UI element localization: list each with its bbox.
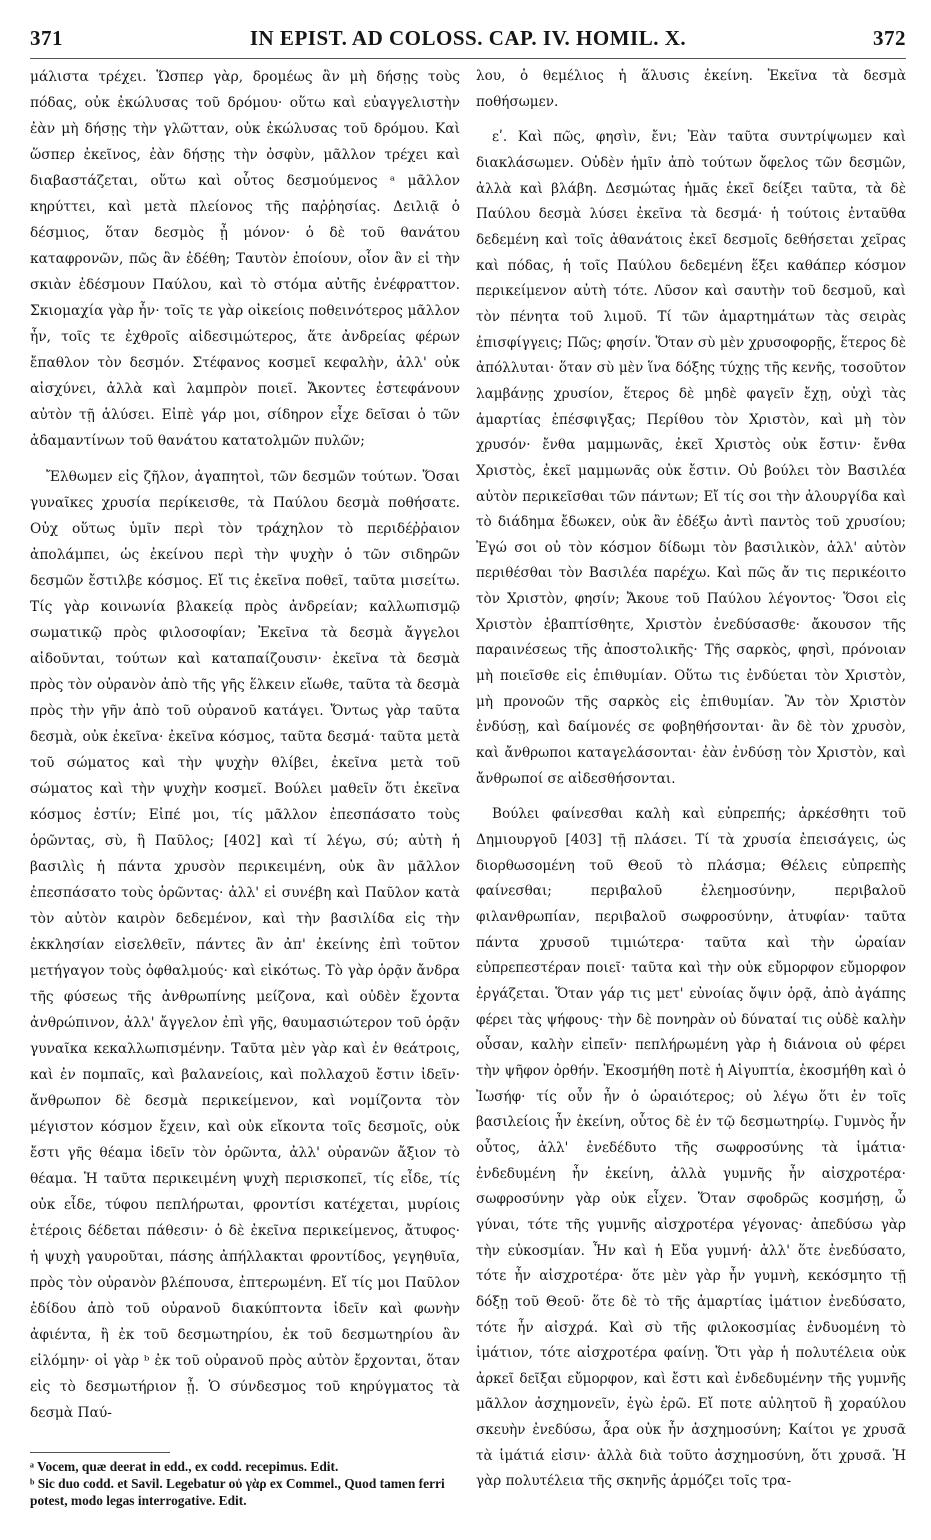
footnote-rule bbox=[30, 1452, 170, 1453]
page-number-right: 372 bbox=[873, 26, 906, 50]
left-paragraph-2: Ἔλθωμεν εἰς ζῆλον, ἀγαπητοὶ, τῶν δεσμῶν τούτων. Ὅσαι γυναῖκες χρυσία περίκεισθε, τὰ Παύλου δεσμὰ ποθήσατε. Οὐχ οὕτως ὑμῖν περὶ τὸν τράχηλον τὸ περιδέῤῥαιον ἀπολάμπει, ὡς ἐκείνου περὶ τὴν ψυχὴν ὁ τῶν σιδηρῶν δεσμῶν ἔστιλβε κόσμος. Εἴ τις ἐκεῖνα ποθεῖ, ταῦτα μισείτω. Τίς γὰρ κοινωνία βλακείᾳ πρὸς ἀνδρείαν; καλλωπισμῷ σωματικῷ πρὸς φιλοσοφίαν; Ἐκεῖνα τὰ δεσμὰ ἄγγελοι αἰδοῦνται, τούτων καὶ καταπαίζουσιν· ἐκεῖνα τὰ δεσμὰ πρὸς τὸν οὐρανὸν ἀπὸ τῆς γῆς ἕλκειν εἴωθε, ταῦτα τὰ δεσμὰ πρὸς τὴν γῆν ἀπὸ τοῦ οὐρανοῦ κατάγει. Ὄντως γὰρ ταῦτα δεσμὰ, οὐκ ἐκεῖνα· ἐκεῖνα κόσμος, ταῦτα δεσμά· ταῦτα μετὰ τοῦ σώματος καὶ τὴν ψυχὴν θλίβει, ἐκεῖνα μετὰ τοῦ σώματος καὶ τὴν ψυχὴν κοσμεῖ. Βούλει μαθεῖν ὅτι ἐκεῖνα κόσμος ἐστίν; Εἰπέ μοι, τίς μᾶλλον ἐπεσπάσατο τοὺς ὁρῶντας, σὺ, ἢ Παῦλος; [402] καὶ τί λέγω, σύ; αὐτὴ ἡ βασιλὶς ἡ πάντα χρυσὸν περικειμένη, οὐκ ἂν μᾶλλον ἐπεσπάσατο τοὺς ὁρῶντας· ἀλλ' εἰ συνέβη καὶ Παῦλον κατὰ τὸν αὐτὸν καιρὸν δεδεμένον, καὶ τὴν βασιλίδα εἰς τὴν ἐκκλησίαν εἰσελθεῖν, πάντες ἂν ἀπ' ἐκείνης ἐπὶ τοῦτον μετήγαγον τοὺς ὀφθαλμούς· καὶ εἰκότως. Τὸ γὰρ ὁρᾷν ἄνδρα τῆς φύσεως τῆς ἀνθρωπίνης μείζονα, καὶ οὐδὲν ἔχοντα ἀνθρώπινον, ἀλλ' ἄγγελον ἐπὶ γῆς, θαυμασιώτερον τοῦ ὁρᾷν γυναῖκα κεκαλλωπισμένην. Ταῦτα μὲν γὰρ καὶ ἐν θεάτροις, καὶ ἐν πομπαῖς, καὶ βαλανείοις, καὶ πολλαχοῦ ἔστιν ἰδεῖν· ἄνθρωπον δὲ δεσμὰ περικείμενον, καὶ νομίζοντα τὸν μέγιστον κόσμον ἔχειν, καὶ οὐκ εἴκοντα τοῖς δεσμοῖς, οὐκ ἔστι γῆς θέαμα ἰδεῖν τὸν ὁρῶντα, ἀλλ' οὐρανῶν ἄξιον τὸ θέαμα. Ἡ ταῦτα περικειμένη ψυχὴ περισκοπεῖ, τίς εἶδε, τίς οὐκ εἶδε, τύφου πεπλήρωται, φροντίσι κατέχεται, μυρίοις ἑτέροις δέδεται πάθεσιν· ὁ δὲ ἐκεῖνα περικείμενος, ἄτυφος· ἡ ψυχὴ γαυροῦται, πάσης ἀπήλλακται φροντίδος, γεγηθυῖα, πρὸς τὸν οὐρανὸν βλέπουσα, ἐπτερωμένη. Εἴ τίς μοι Παῦλον ἐδίδου ἀπὸ τοῦ οὐρανοῦ διακύπτοντα ἰδεῖν καὶ φωνὴν ἀφιέντα, ἢ ἐκ τοῦ δεσμωτηρίου, ἐκ τοῦ δεσμωτηρίου ἂν εἱλόμην· οἱ γὰρ ᵇ ἐκ τοῦ οὐρανοῦ πρὸς αὐτὸν ἔρχονται, ὅταν εἰς τὸ δεσμωτήριον ᾖ. Ὁ σύνδεσμος τοῦ κηρύγματος τὰ δεσμὰ Παύ- bbox=[30, 469, 460, 1421]
running-header bbox=[30, 26, 906, 54]
page-number-left: 371 bbox=[30, 26, 63, 50]
footnote-b: ᵇ Sic duo codd. et Savil. Legebatur οὐ γὰρ ex Commel., Quod tamen ferri potest, modo legas interrogative. Edit. bbox=[30, 1476, 445, 1508]
header-rule bbox=[30, 58, 906, 59]
right-column bbox=[476, 64, 906, 1524]
right-paragraph-2: εʹ. Καὶ πῶς, φησὶν, ἔνι; Ἐὰν ταῦτα συντρίψωμεν καὶ διακλάσωμεν. Οὐδὲν ἡμῖν ἀπὸ τούτων ὄφελος τῶν δεσμῶν, ἀλλὰ καὶ βλάβη. Δεσμώτας ἡμᾶς ἐκεῖ δείξει ταῦτα, τὰ δὲ Παύλου δεσμὰ λύσει ἐκεῖνα τὰ δεσμά· ἡ τούτοις ἐνταῦθα δεδεμένη καὶ τοῖς ἀθανάτοις ἐκεῖ δεσμοῖς δεθήσεται χεῖρας καὶ πόδας, ἡ τοῖς Παύλου δεδεμένη ἕξει καθάπερ κόσμον περικείμενον αὐτὴ τότε. Λῦσον καὶ σαυτὴν τοῦ δεσμοῦ, καὶ τὸν πένητα τοῦ λιμοῦ. Τί τῶν ἁμαρτημάτων τὰς σειρὰς ἐπισφίγγεις; Πῶς; φησίν. Ὅταν σὺ μὲν χρυσοφορῇς, ἕτερος δὲ ἀπόλλυται· ὅταν σὺ μὲν ἵνα δόξης τύχῃς τῆς κενῆς, τοσοῦτον λαμβάνῃς χρυσίον, ἕτερος δὲ μηδὲ φαγεῖν ἔχῃ, οὐχὶ τὰς ἁμαρτίας ἐπέσφιγξας; Περίθου τὸν Χριστὸν, καὶ μὴ τὸν χρυσόν· ἔνθα μαμμωνᾶς, ἐκεῖ Χριστὸς οὐκ ἔστιν· ἔνθα Χριστὸς, ἐκεῖ μαμμωνᾶς οὐκ ἔστιν. Οὐ βούλει τὸν Βασιλέα αὐτὸν περικεῖσθαι τῶν πάντων; Εἴ τίς σοι τὴν ἁλουργίδα καὶ τὸ διάδημα ἔδωκεν, οὐκ ἂν ἐδέξω ἀντὶ παντὸς τοῦ χρυσίου; Ἐγώ σοι οὐ τὸν κόσμον δίδωμι τὸν βασιλικὸν, ἀλλ' αὐτὸν περιθέσθαι τὸν Βασιλέα παρέχω. Καὶ πῶς ἄν τις περικέοιτο τὸν Χριστὸν, φησίν; Ἄκουε τοῦ Παύλου λέγοντος· Ὅσοι εἰς Χριστὸν ἐβαπτίσθητε, Χριστὸν ἐνεδύσασθε· ἄκουσον τῆς παραινέσεως τῆς ἀποστολικῆς· Τῆς σαρκὸς, φησὶ, πρόνοιαν μὴ ποιεῖσθε εἰς ἐπιθυμίαν. Οὕτω τις ἐνδύεται τὸν Χριστὸν, μὴ προνοῶν τῆς σαρκὸς εἰς ἐπιθυμίαν. Ἂν τὸν Χριστὸν ἐνδύσῃ, καὶ δαίμονές σε φοβηθήσονται· ἂν δὲ τὸν χρυσὸν, καὶ ἄνθρωποι καταγελάσονται· ἐὰν ἐνδύσῃ τὸν Χριστὸν, καὶ ἄνθρωποί σε αἰδεσθήσονται. bbox=[476, 129, 906, 787]
footnote-a: ᵃ Vocem, quæ deerat in edd., ex codd. recepimus. Edit. bbox=[30, 1459, 339, 1474]
right-paragraph-1: λου, ὁ θεμέλιος ἡ ἅλυσις ἐκείνη. Ἐκεῖνα τὰ δεσμὰ ποθήσωμεν. bbox=[476, 68, 906, 110]
footnotes bbox=[30, 1458, 460, 1509]
running-title: IN EPIST. AD COLOSS. CAP. IV. HOMIL. X. bbox=[249, 26, 687, 50]
left-column bbox=[30, 64, 460, 1464]
right-paragraph-3: Βούλει φαίνεσθαι καλὴ καὶ εὐπρεπής; ἀρκέσθητι τοῦ Δημιουργοῦ [403] τῇ πλάσει. Τί τὰ χρυσία ἐπεισάγεις, ὡς διορθωσομένη τοῦ Θεοῦ τὸ πλάσμα; Θέλεις εὐπρεπὴς φαίνεσθαι; περιβαλοῦ ἐλεημοσύνην, περιβαλοῦ φιλανθρωπίαν, περιβαλοῦ σωφροσύνην, ἀτυφίαν· ταῦτα πάντα χρυσοῦ τιμιώτερα· ταῦτα καὶ τὴν ὡραίαν εὐπρεπεστέραν ποιεῖ· ταῦτα καὶ τὴν οὐκ εὔμορφον εὔμορφον ἐργάζεται. Ὅταν γάρ τις μετ' εὐνοίας ὄψιν ὁρᾷ, ἀπὸ ἀγάπης φέρει τὰς ψήφους· τὴν δὲ πονηρὰν οὐ δύναταί τις οὐδὲ καλὴν οὖσαν, καλὴν εἰπεῖν· πεπλήρωμένη γὰρ ἡ διάνοια οὐ φέρει τὴν ψῆφον ὀρθήν. Ἐκοσμήθη ποτὲ ἡ Αἰγυπτία, ἐκοσμήθη καὶ ὁ Ἰωσήφ· τίς οὖν ἦν ὁ ὡραιότερος; οὐ λέγω ὅτι ἐν τοῖς βασιλείοις ἦν ἐκείνη, οὗτος δὲ ἐν τῷ δεσμωτηρίῳ. Γυμνὸς ἦν οὗτος, ἀλλ' ἐνεδέδυτο τῆς σωφροσύνης τὰ ἱμάτια· ἐνδεδυμένη ἦν ἐκείνη, ἀλλὰ γυμνῆς ἦν αἰσχροτέρα· σωφροσύνην γὰρ οὐκ εἶχεν. Ὅταν σφοδρῶς κοσμήσῃ, ὦ γύναι, τότε τῆς γυμνῆς αἰσχροτέρα γέγονας· ἀπεδύσω γὰρ τὴν εὐκοσμίαν. Ἦν καὶ ἡ Εὔα γυμνή· ἀλλ' ὅτε ἐνεδύσατο, τότε ἦν αἰσχροτέρα· ὅτε μὲν γὰρ ἦν γυμνὴ, κεκόσμητο τῇ δόξῃ τοῦ Θεοῦ· ὅτε δὲ τὸ τῆς ἁμαρτίας ἱμάτιον ἐνεδύσατο, τότε ἦν αἰσχρά. Καὶ σὺ τῆς φιλοκοσμίας ἐνδυομένη τὸ ἱμάτιον, τότε αἰσχροτέρα φαίνῃ. Ὅτι γὰρ ἡ πολυτέλεια οὐκ ἀρκεῖ δεῖξαι εὔμορφον, καὶ ἔστι καὶ ἐνδεδυμένην τῆς γυμνῆς μᾶλλον ἀσχημονεῖν, ἐγὼ ἐρῶ. Εἴ ποτε αὐλητοῦ ἢ χοραύλου σκευὴν ἐνεδύσω, ἆρα οὐκ ἦν ἀσχημοσύνη; Καίτοι γε χρυσᾶ τὰ ἱμάτιά εἰσιν· ἀλλὰ διὰ τοῦτο ἀσχημοσύνη, ὅτι χρυσᾶ. Ἡ γὰρ πολυτέλεια τῆς σκηνῆς ἁρμόζει τοῖς τρα- bbox=[476, 806, 906, 1490]
left-paragraph-1: μάλιστα τρέχει. Ὥσπερ γὰρ, δρομέως ἂν μὴ δήσῃς τοὺς πόδας, οὐκ ἐκώλυσας τοῦ δρόμου· οὕτω καὶ εὐαγγελιστὴν ἐὰν μὴ δήσῃς τὴν γλῶτταν, οὐκ ἐκώλυσας τοῦ δρόμου. Καὶ ὥσπερ ἐκεῖνος, ἐὰν δήσῃς τὴν ὀσφὺν, μᾶλλον τρέχει καὶ διαβαστάζεται, οὕτω καὶ οὗτος δεσμούμενος ᵃ μᾶλλον κηρύττει, καὶ μετὰ πλείονος τῆς παῤῥησίας. Δειλιᾷ ὁ δέσμιος, ὅταν δεσμὸς ᾖ μόνον· ὁ δὲ τοῦ θανάτου καταφρονῶν, πῶς ἂν ἐδέθη; Ταυτὸν ἐποίουν, οἷον ἂν εἰ τὴν σκιὰν ἐδέσμουν Παύλου, καὶ τὸ στόμα αὐτῆς ἐνέφραττον. Σκιομαχία γὰρ ἦν· τοῖς τε γὰρ οἰκείοις ποθεινότερος μᾶλλον ἦν, τοῖς τε ἐχθροῖς αἰδεσιμώτερος, ἅτε ἀνδρείας φέρων ἔπαθλον τὸν δεσμόν. Στέφανος κοσμεῖ κεφαλὴν, ἀλλ' οὐκ αἰσχύνει, ἀλλὰ καὶ λαμπρὸν ποιεῖ. Ἄκοντες ἐστεφάνουν αὐτὸν τῇ ἁλύσει. Εἰπὲ γάρ μοι, σίδηρον εἶχε δεῖσαι ὁ τῶν ἀδαμαντίνων τοῦ θανάτου κατατολμῶν πυλῶν; bbox=[30, 69, 460, 449]
